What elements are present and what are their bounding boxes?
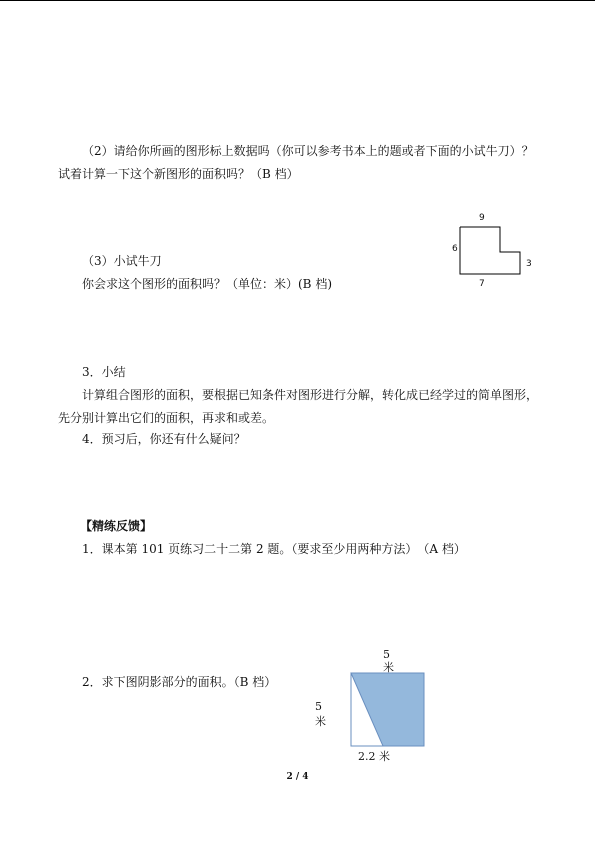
- feedback-heading: 【精练反馈】: [80, 519, 153, 533]
- l-shape-outline: [460, 227, 520, 274]
- question-3-title: （3）小试牛刀: [82, 254, 162, 268]
- summary-line-1: 计算组合图形的面积，要根据已知条件对图形进行分解，转化成已经学过的简单图形，: [82, 388, 539, 402]
- square-left-num: 5: [315, 700, 322, 713]
- question-3-text: 你会求这个图形的面积吗？（单位：米）(B 档): [82, 277, 332, 291]
- square-top-unit: 米: [383, 661, 394, 674]
- l-shape-bottom-label: 7: [479, 279, 485, 289]
- top-border-line: [0, 0, 595, 1]
- square-figure: [340, 665, 440, 755]
- question-2-line-1: （2）请给你所画的图形标上数据吗（你可以参考书本上的题或者下面的小试牛刀）？: [82, 144, 534, 158]
- question-2-line-2: 试着计算一下这个新图形的面积吗？（B 档）: [58, 167, 299, 181]
- l-shape-top-label: 9: [479, 213, 485, 223]
- square-left-unit: 米: [315, 715, 326, 728]
- square-top-num: 5: [383, 648, 390, 661]
- question-4: 4．预习后，你还有什么疑问？: [82, 432, 246, 446]
- exercise-2: 2．求下图阴影部分的面积。（B 档）: [82, 675, 277, 689]
- page-number: 2 / 4: [286, 772, 309, 782]
- exercise-1: 1．课本第 101 页练习二十二第 2 题。（要求至少用两种方法） （A 档）: [82, 542, 466, 556]
- summary-title: 3．小结: [82, 365, 126, 379]
- l-shape-left-label: 6: [452, 244, 458, 254]
- square-bottom-label: 2.2 米: [358, 750, 390, 763]
- l-shape-right-label: 3: [526, 259, 532, 269]
- l-shape-figure: [445, 212, 540, 292]
- summary-line-2: 先分别计算出它们的面积，再求和或差。: [58, 411, 275, 425]
